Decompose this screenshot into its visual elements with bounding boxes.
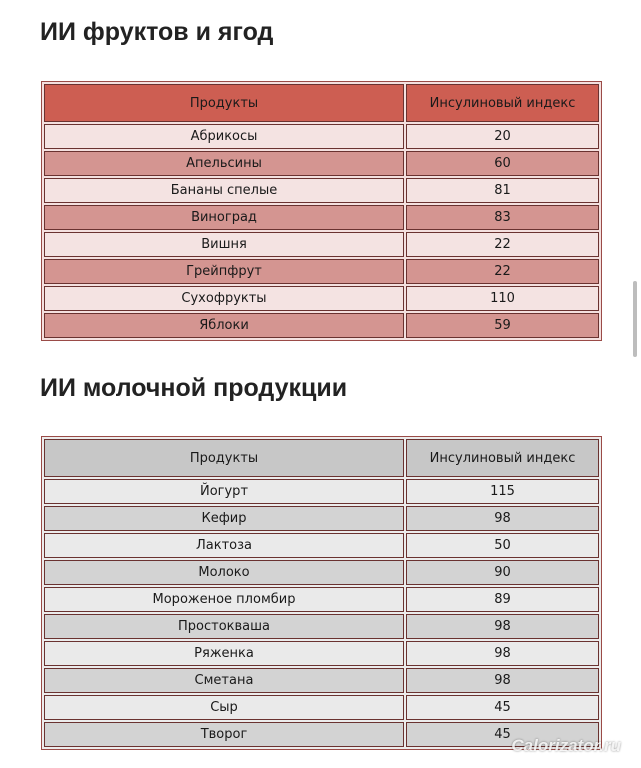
- index-cell: 60: [406, 151, 599, 176]
- table-row: [44, 205, 599, 230]
- table-row: [44, 124, 599, 149]
- table-row: [44, 259, 599, 284]
- product-cell: Абрикосы: [44, 124, 404, 149]
- index-cell: 59: [406, 313, 599, 338]
- column-header-insulin-index: Инсулиновый индекс: [406, 84, 599, 122]
- column-header-products: Продукты: [44, 439, 404, 477]
- index-cell: 98: [406, 668, 599, 693]
- table-header-row: [44, 439, 599, 477]
- product-cell: Молоко: [44, 560, 404, 585]
- index-cell: 98: [406, 506, 599, 531]
- product-cell: Кефир: [44, 506, 404, 531]
- product-cell: Йогурт: [44, 479, 404, 504]
- table-row: [44, 614, 599, 639]
- product-cell: Творог: [44, 722, 404, 747]
- dairy-section-title: ИИ молочной продукции: [40, 374, 348, 402]
- index-cell: 22: [406, 232, 599, 257]
- table-row: [44, 232, 599, 257]
- table-row: [44, 313, 599, 338]
- dairy-insulin-table: [41, 436, 602, 750]
- table-header-row: [44, 84, 599, 122]
- product-cell: Сыр: [44, 695, 404, 720]
- fruits-insulin-table: [41, 81, 602, 341]
- table-row: [44, 286, 599, 311]
- column-header-products: Продукты: [44, 84, 404, 122]
- watermark: Calorizator.ru: [511, 736, 621, 755]
- table-row: [44, 641, 599, 666]
- product-cell: Вишня: [44, 232, 404, 257]
- index-cell: 90: [406, 560, 599, 585]
- table-row: [44, 151, 599, 176]
- index-cell: 115: [406, 479, 599, 504]
- index-cell: 110: [406, 286, 599, 311]
- index-cell: 50: [406, 533, 599, 558]
- table-row: [44, 695, 599, 720]
- index-cell: 20: [406, 124, 599, 149]
- product-cell: Сметана: [44, 668, 404, 693]
- table-row: [44, 560, 599, 585]
- index-cell: 83: [406, 205, 599, 230]
- product-cell: Грейпфрут: [44, 259, 404, 284]
- column-header-insulin-index: Инсулиновый индекс: [406, 439, 599, 477]
- index-cell: 45: [406, 695, 599, 720]
- scrollbar[interactable]: [633, 281, 637, 357]
- index-cell: 45: [406, 722, 599, 747]
- table-row: [44, 178, 599, 203]
- index-cell: 98: [406, 641, 599, 666]
- table-row: [44, 533, 599, 558]
- product-cell: Ряженка: [44, 641, 404, 666]
- product-cell: Апельсины: [44, 151, 404, 176]
- fruits-section-title: ИИ фруктов и ягод: [40, 18, 274, 46]
- index-cell: 98: [406, 614, 599, 639]
- product-cell: Сухофрукты: [44, 286, 404, 311]
- index-cell: 22: [406, 259, 599, 284]
- product-cell: Виноград: [44, 205, 404, 230]
- product-cell: Яблоки: [44, 313, 404, 338]
- table-row: [44, 506, 599, 531]
- index-cell: 81: [406, 178, 599, 203]
- table-row: [44, 587, 599, 612]
- product-cell: Мороженое пломбир: [44, 587, 404, 612]
- product-cell: Лактоза: [44, 533, 404, 558]
- table-row: [44, 479, 599, 504]
- product-cell: Простокваша: [44, 614, 404, 639]
- index-cell: 89: [406, 587, 599, 612]
- product-cell: Бананы спелые: [44, 178, 404, 203]
- table-row: [44, 668, 599, 693]
